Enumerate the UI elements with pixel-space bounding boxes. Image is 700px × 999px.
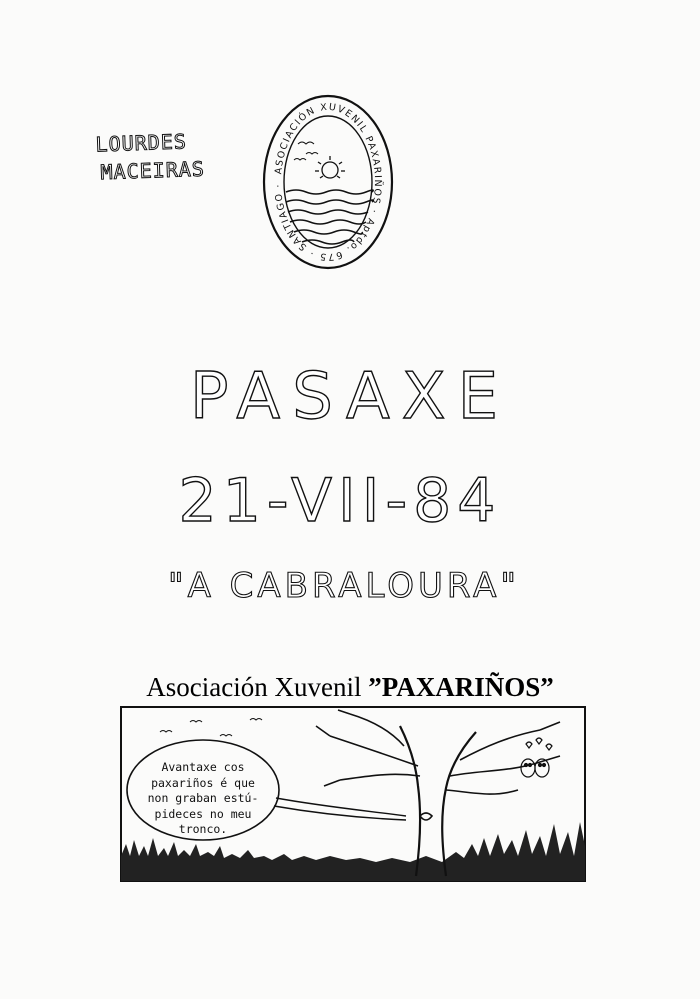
sun-icon [315, 156, 345, 178]
association-heading [0, 672, 700, 703]
author-first-name: LOURDES [95, 129, 188, 157]
event-date: 21-VII-84 [178, 466, 502, 536]
association-name: ”PAXARIÑOS” [368, 672, 554, 702]
association-prefix: Asociación Xuvenil [146, 672, 369, 702]
speech-line: Avantaxe cos [161, 760, 245, 774]
speech-line: pideces no meu [154, 806, 252, 821]
speech-line: paxariños é que [151, 775, 255, 790]
speech-bubble-text [138, 760, 268, 838]
birds-icon [294, 142, 318, 160]
speech-line: non graban estú- [147, 791, 259, 805]
speech-line: tronco. [178, 822, 228, 836]
event-title: PASAXE [189, 360, 511, 434]
association-seal-logo [258, 92, 398, 272]
author-last-name: MACEIRAS [100, 156, 206, 185]
svg-text:ASOCIACIÓN XUVENIL PAXARIÑOS ·: ASOCIACIÓN XUVENIL PAXARIÑOS · Aptdo. 675 · SANTIAGO · [272, 101, 384, 263]
author-name [95, 126, 237, 187]
event-place: "A CABRALOURA" [167, 566, 521, 606]
